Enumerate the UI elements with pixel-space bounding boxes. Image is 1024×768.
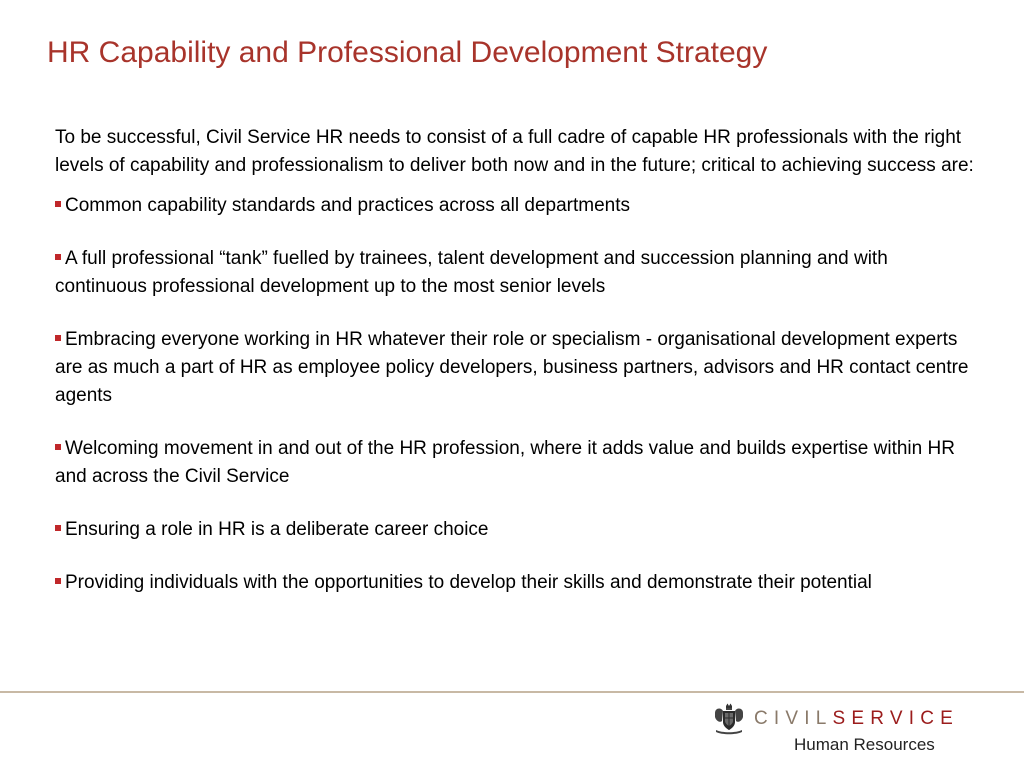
intro-paragraph: To be successful, Civil Service HR needs to consist of a full cadre of capable HR professionals with the right levels of capability and professionalism to deliver both now and in the future; critical to achieving success are: (55, 127, 974, 176)
footer-divider (0, 691, 1024, 693)
square-bullet-icon (55, 525, 61, 531)
bullet-list (55, 192, 975, 597)
bullet-text: Providing individuals with the opportunities to develop their skills and demonstrate their potential (65, 572, 872, 593)
bullet-text: Common capability standards and practices across all departments (65, 195, 630, 216)
wordmark-service: SERVICE (832, 708, 960, 729)
civil-service-logo (712, 703, 982, 758)
bullet-item (55, 516, 975, 544)
bullet-text: Welcoming movement in and out of the HR profession, where it adds value and builds expertise within HR and across the Civil Service (55, 438, 955, 487)
slide-title: HR Capability and Professional Development Strategy (47, 36, 768, 69)
square-bullet-icon (55, 254, 61, 260)
square-bullet-icon (55, 578, 61, 584)
bullet-item (55, 569, 975, 597)
bullet-text: Embracing everyone working in HR whatever their role or specialism - organisational development experts are as much a part of HR as employee policy developers, business partners, advisors and HR contact centre agents (55, 329, 969, 406)
civil-service-wordmark (754, 709, 959, 728)
square-bullet-icon (55, 335, 61, 341)
logo-subtitle: Human Resources (794, 735, 935, 754)
bullet-text: Ensuring a role in HR is a deliberate career choice (65, 519, 489, 540)
wordmark-civil: CIVIL (754, 708, 833, 729)
bullet-item (55, 245, 975, 301)
square-bullet-icon (55, 444, 61, 450)
bullet-item (55, 192, 975, 220)
bullet-text: A full professional “tank” fuelled by trainees, talent development and succession planning and with continuous professional development up to the most senior levels (55, 248, 888, 297)
square-bullet-icon (55, 201, 61, 207)
royal-coat-of-arms-icon (712, 703, 746, 735)
bullet-item (55, 435, 975, 491)
slide-body (55, 124, 975, 622)
bullet-item (55, 326, 975, 410)
